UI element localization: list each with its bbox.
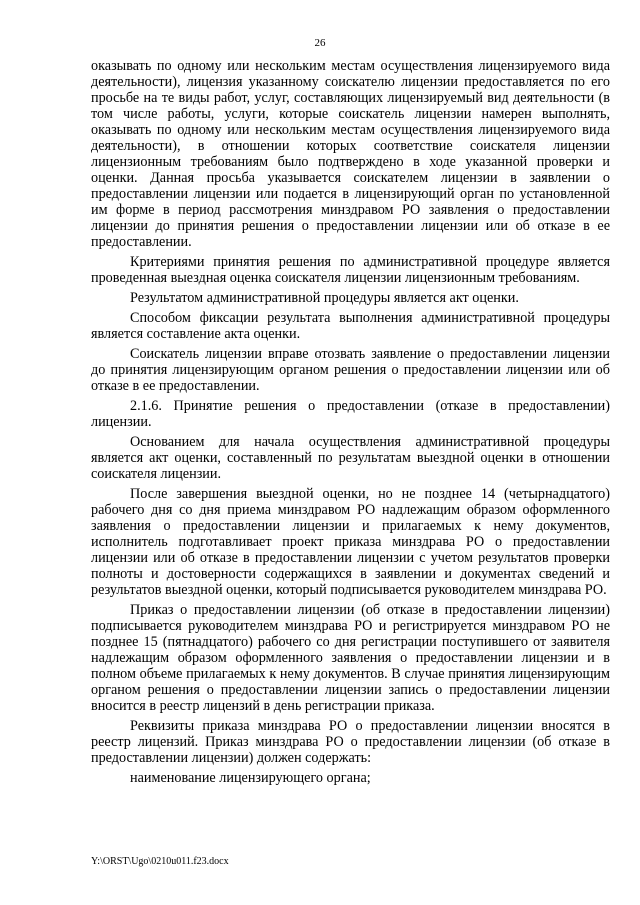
footer-file-path: Y:\ORST\Ugo\0210u011.f23.docx <box>91 856 229 867</box>
paragraph-7: Основанием для начала осуществления административной процедуры является акт оценки, составленный по результатам выездной оценки в отношении соискателя лицензии. <box>91 434 610 482</box>
section-heading-2-1-6: 2.1.6. Принятие решения о предоставлении (отказе в предоставлении) лицензии. <box>91 398 610 430</box>
paragraph-9: Приказ о предоставлении лицензии (об отказе в предоставлении лицензии) подписывается руководителем минздрава РО и регистрируется минздравом РО не позднее 15 (пятнадцатого) рабочего со дня регистрации поступившего от заявителя надлежащим образом оформленного заявления о предоставлении лицензии и в полном объеме прилагаемых к нему документов. В случае принятия лицензирующим органом решения о предоставлении лицензии запись о предоставлении лицензии вносится в реестр лицензий в день регистрации приказа. <box>91 602 610 714</box>
paragraph-11: наименование лицензирующего органа; <box>130 770 371 786</box>
paragraph-2: Критериями принятия решения по административной процедуре является проведенная выездная оценка соискателя лицензии лицензионным требованиям. <box>91 254 610 286</box>
document-body <box>91 58 610 786</box>
paragraph-10: Реквизиты приказа минздрава РО о предоставлении лицензии вносятся в реестр лицензий. Приказ минздрава РО о предоставлении лицензии (об отказе в предоставлении лицензии) должен содержать: <box>91 718 610 766</box>
paragraph-3: Результатом административной процедуры является акт оценки. <box>130 290 519 306</box>
paragraph-4: Способом фиксации результата выполнения административной процедуры является составление акта оценки. <box>91 310 610 342</box>
page-number: 26 <box>314 37 326 49</box>
paragraph-8: После завершения выездной оценки, но не позднее 14 (четырнадцатого) рабочего дня со дня приема минздравом РО надлежащим образом оформленного заявления о предоставлении лицензии и прилагаемых к нему документов, исполнитель подготавливает проект приказа минздрава РО о предоставлении лицензии или об отказе в предоставлении лицензии с учетом результатов проверки полноты и достоверности содержащихся в заявлении и документах сведений и результатов выездной оценки, который подписывается руководителем минздрава РО. <box>91 486 610 598</box>
paragraph-5: Соискатель лицензии вправе отозвать заявление о предоставлении лицензии до принятия лицензирующим органом решения о предоставлении лицензии или об отказе в ее предоставлении. <box>91 346 610 394</box>
paragraph-1: оказывать по одному или нескольким местам осуществления лицензируемого вида деятельности), лицензия указанному соискателю лицензии предоставляется по его просьбе на те виды работ, услуг, составляющих лицензируемый вид деятельности (в том числе работы, услуги, которые соискатель лицензии намерен выполнять, оказывать по одному или нескольким местам осуществления лицензируемого вида деятельности), в отношении которых соответствие соискателя лицензии лицензионным требованиям было подтверждено в ходе указанной проверки и оценки. Данная просьба указывается соискателем лицензии в заявлении о предоставлении лицензии или подается в лицензирующий орган по установленной им форме в период рассмотрения минздравом РО заявления о предоставлении лицензии до принятия решения о предоставлении лицензии или об отказе в ее предоставлении. <box>91 58 610 250</box>
